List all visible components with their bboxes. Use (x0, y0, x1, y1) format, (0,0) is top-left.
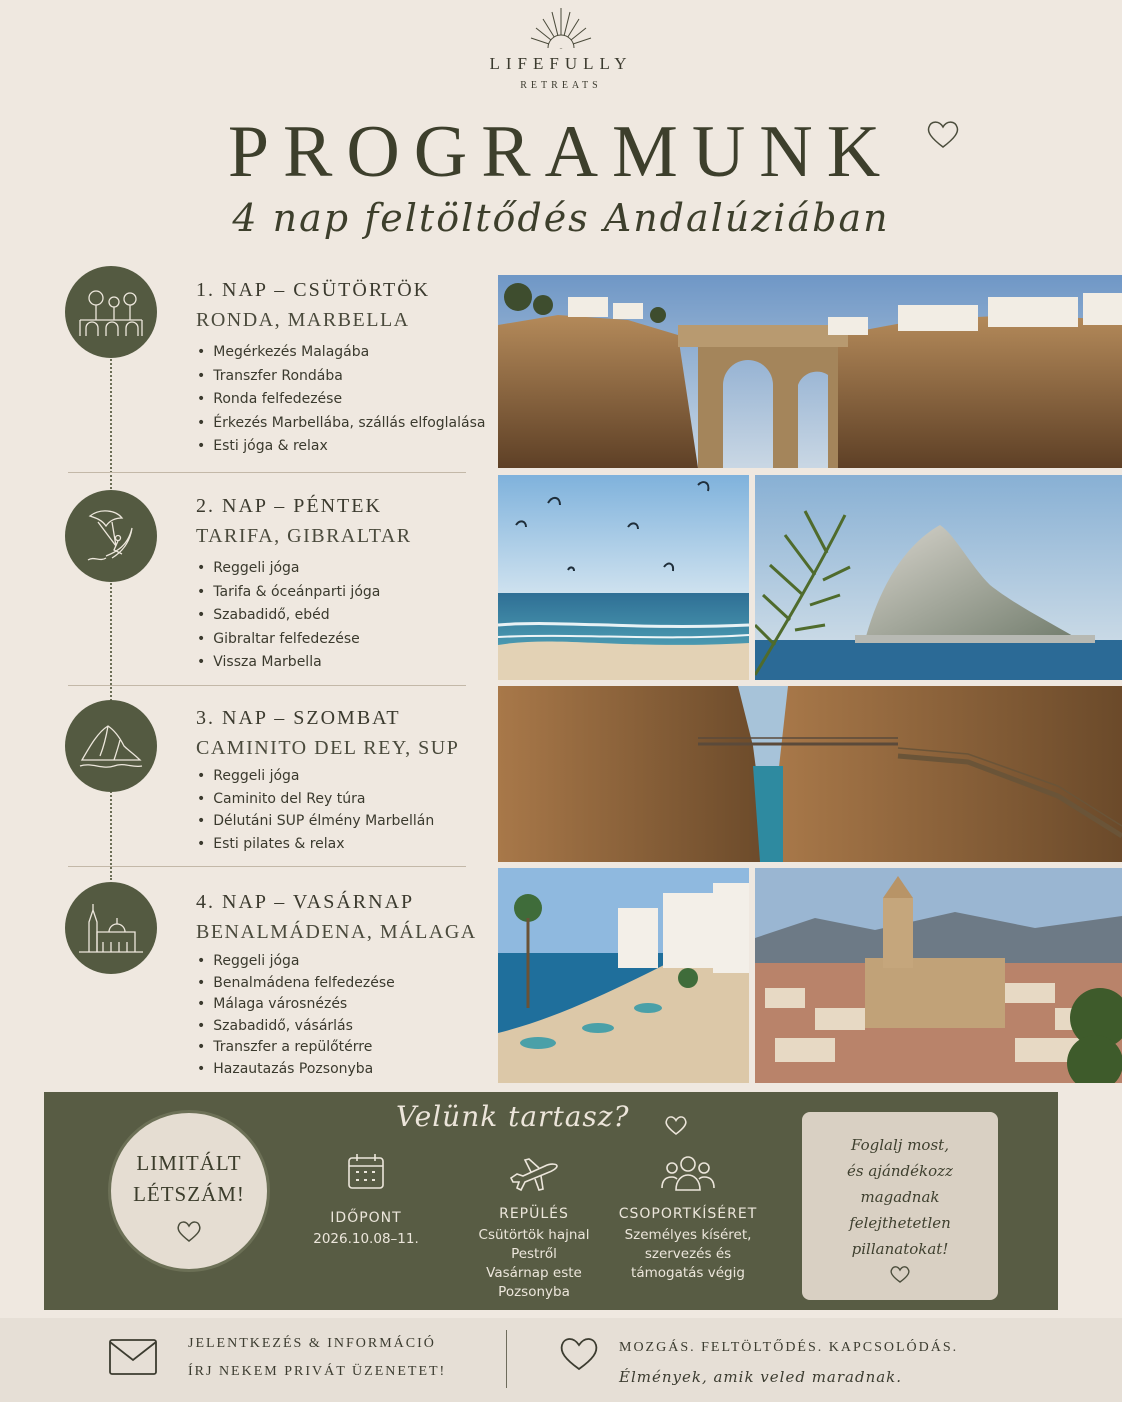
photo-benalmadena-beach (498, 868, 749, 1083)
list-item: • Reggeli jóga (197, 951, 395, 973)
note-line: Foglalj most, (851, 1136, 949, 1154)
list-item: • Tarifa & óceánparti jóga (197, 581, 380, 605)
list-item: • Reggeli jóga (197, 765, 434, 788)
day-title: 2. NAP – PÉNTEK (196, 495, 382, 517)
note-line: pillanatokat! (851, 1240, 949, 1258)
photo-ronda-bridge (498, 275, 1122, 468)
divider (68, 472, 466, 473)
booking-note (802, 1112, 998, 1300)
day-title: 1. NAP – CSÜTÖRTÖK (196, 279, 431, 301)
photo-caminito-del-rey (498, 686, 1122, 862)
badge-line: LIMITÁLT (136, 1151, 242, 1175)
list-item: • Gibraltar felfedezése (197, 628, 380, 652)
feature-line: Személyes kíséret, (624, 1227, 752, 1243)
feature-date (284, 1152, 448, 1249)
heart-icon (176, 1219, 202, 1243)
sunburst-icon (526, 6, 596, 50)
group-icon (660, 1152, 716, 1196)
feature-title: CSOPORTKÍSÉRET (618, 1206, 758, 1222)
list-item: • Málaga városnézés (197, 994, 395, 1016)
cta-heading: Velünk tartasz? (396, 1100, 630, 1133)
heart-icon (889, 1264, 911, 1284)
list-item: • Reggeli jóga (197, 557, 380, 581)
feature-title: REPÜLÉS (499, 1206, 569, 1222)
feature-line: Pozsonyba (498, 1284, 570, 1300)
day-activities (197, 951, 395, 1080)
footer (0, 1318, 1122, 1402)
feature-line: támogatás végig (631, 1265, 745, 1281)
day-activities (197, 341, 485, 459)
heart-icon (925, 118, 961, 150)
photo-tarifa-kitesurf (498, 475, 749, 680)
brand-name: LIFEFULLY (489, 54, 633, 73)
list-item: • Szabadidő, ebéd (197, 604, 380, 628)
band-edge (30, 1090, 44, 1312)
day-activities (197, 557, 380, 675)
photo-gibraltar-rock (755, 475, 1122, 680)
band-edge (1058, 1090, 1072, 1312)
list-item: • Vissza Marbella (197, 651, 380, 675)
photo-malaga-cathedral (755, 868, 1122, 1083)
heart-icon (664, 1114, 688, 1136)
day-title: 4. NAP – VASÁRNAP (196, 891, 415, 913)
brand-tagline: RETREATS (520, 80, 602, 91)
airplane-icon (507, 1152, 561, 1196)
envelope-icon[interactable] (108, 1338, 158, 1376)
feature-desc (612, 1226, 764, 1283)
list-item: • Megérkezés Malagába (197, 341, 485, 365)
feature-line: Vasárnap este (486, 1265, 582, 1281)
divider (68, 685, 466, 686)
list-item: • Szabadidő, vásárlás (197, 1016, 395, 1038)
day-place: RONDA, MARBELLA (196, 309, 410, 331)
day-activities (197, 765, 434, 855)
list-item: • Délutáni SUP élmény Marbellán (197, 810, 434, 833)
feature-line: Pestről (511, 1246, 557, 1262)
list-item: • Ronda felfedezése (197, 388, 485, 412)
page-subtitle: 4 nap feltöltődés Andalúziában (232, 196, 890, 240)
footer-tagline-script: Élmények, amik veled maradnak. (619, 1368, 903, 1386)
feature-desc: 2026.10.08–11. (313, 1231, 419, 1247)
list-item: • Caminito del Rey túra (197, 788, 434, 811)
divider (68, 866, 466, 867)
mountain-icon (65, 700, 157, 792)
list-item: • Transzfer Rondába (197, 365, 485, 389)
list-item: • Érkezés Marbellába, szállás elfoglalása (197, 412, 485, 436)
feature-title: IDŐPONT (330, 1210, 402, 1226)
list-item: • Transzfer a repülőtérre (197, 1037, 395, 1059)
footer-separator (506, 1330, 507, 1388)
footer-tagline: MOZGÁS. FELTÖLTŐDÉS. KAPCSOLÓDÁS. (619, 1340, 959, 1355)
day-place: CAMINITO DEL REY, SUP (196, 737, 460, 759)
contact-subtitle[interactable]: ÍRJ NEKEM PRIVÁT ÜZENETET! (188, 1364, 447, 1379)
feature-desc (448, 1226, 620, 1302)
cathedral-icon (65, 882, 157, 974)
note-line: magadnak (860, 1188, 940, 1206)
timeline-line (110, 340, 112, 880)
heart-icon (558, 1334, 600, 1372)
calendar-icon (346, 1152, 386, 1192)
day-title: 3. NAP – SZOMBAT (196, 707, 401, 729)
brand-logo (0, 6, 1122, 91)
feature-flight (448, 1152, 620, 1302)
list-item: • Hazautazás Pozsonyba (197, 1059, 395, 1081)
day-place: TARIFA, GIBRALTAR (196, 525, 412, 547)
note-line: felejthetetlen (849, 1214, 951, 1232)
list-item: • Esti pilates & relax (197, 833, 434, 856)
page-title: PROGRAMUNK (227, 111, 895, 193)
feature-line: Csütörtök hajnal (478, 1227, 590, 1243)
contact-title: JELENTKEZÉS & INFORMÁCIÓ (188, 1336, 436, 1351)
limited-badge (108, 1110, 270, 1272)
feature-line: szervezés és (644, 1246, 732, 1262)
feature-group (612, 1152, 764, 1283)
ronda-bridge-icon (65, 266, 157, 358)
list-item: • Esti jóga & relax (197, 435, 485, 459)
day-place: BENALMÁDENA, MÁLAGA (196, 921, 477, 943)
kitesurfer-icon (65, 490, 157, 582)
note-line: és ajándékozz (847, 1162, 953, 1180)
badge-line: LÉTSZÁM! (133, 1182, 245, 1206)
list-item: • Benalmádena felfedezése (197, 973, 395, 995)
